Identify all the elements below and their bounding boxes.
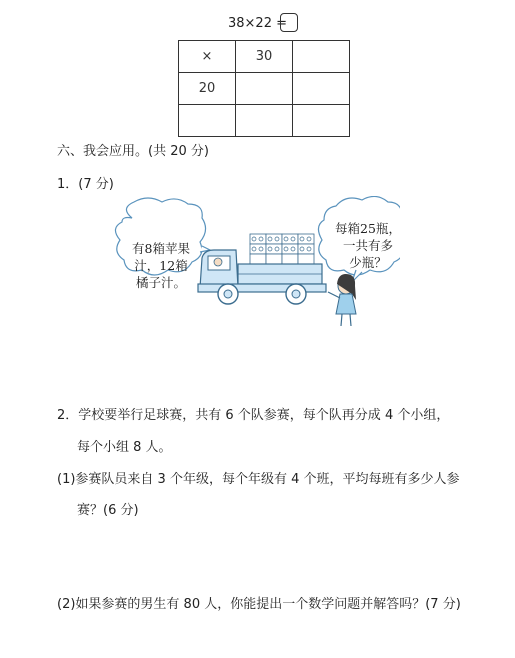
equation-text: 38×22 = (228, 16, 288, 31)
question-2-sub-1-line-1: (1)参赛队员来自 3 个年级，每个年级有 4 个班，平均每班有多少人参 (57, 472, 460, 487)
girl-figure (328, 274, 356, 326)
answer-box[interactable] (280, 13, 298, 32)
grid-row (179, 73, 350, 105)
question-2-line-1: 2．学校要举行足球赛，共有 6 个队参赛，每个队再分成 4 个小组， (57, 408, 450, 423)
left-bubble-line: 汁，12箱 (134, 258, 188, 273)
grid-cell[interactable] (236, 105, 293, 137)
right-bubble-line: 一共有多 (342, 238, 393, 253)
grid-cell[interactable] (293, 41, 350, 73)
grid-row (179, 105, 350, 137)
right-bubble-text (334, 220, 402, 271)
right-bubble-line: 少瓶？ (349, 255, 387, 270)
section-title: 六、我会应用。(共 20 分) (57, 144, 209, 159)
left-bubble-text (124, 240, 198, 291)
grid-cell: × (179, 41, 236, 73)
question-2-line-2: 每个小组 8 人。 (77, 440, 172, 455)
left-bubble-line: 橘子汁。 (135, 275, 186, 290)
question-2-sub-1-line-2: 赛？(6 分) (77, 503, 139, 518)
truck (198, 234, 326, 304)
multiplication-grid (178, 40, 350, 137)
right-bubble-line: 每箱25瓶， (335, 221, 401, 236)
question-1-label: 1．(7 分) (57, 177, 114, 192)
question-2-sub-2: (2)如果参赛的男生有 80 人，你能提出一个数学问题并解答吗？(7 分) (57, 597, 461, 612)
grid-cell[interactable] (293, 105, 350, 137)
grid-cell[interactable] (179, 105, 236, 137)
left-bubble-line: 有8箱苹果 (132, 241, 190, 256)
grid-cell: 30 (236, 41, 293, 73)
grid-cell[interactable] (293, 73, 350, 105)
grid-row (179, 41, 350, 73)
grid-cell: 20 (179, 73, 236, 105)
grid-cell[interactable] (236, 73, 293, 105)
